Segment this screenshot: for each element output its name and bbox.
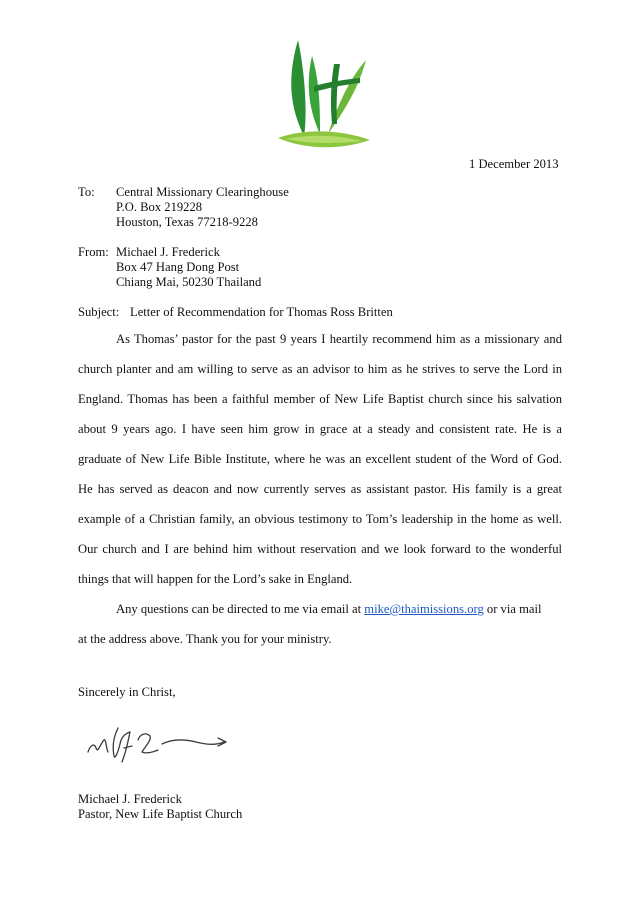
from-line-1: Michael J. Frederick [116, 245, 220, 259]
to-line-3: Houston, Texas 77218-9228 [116, 215, 258, 229]
signer-name: Michael J. Frederick [78, 792, 182, 806]
paragraph-2-text-before-email: Any questions can be directed to me via email at [116, 602, 365, 616]
to-label: To: [78, 185, 95, 199]
subject-text: Letter of Recommendation for Thomas Ross Britten [130, 305, 393, 319]
paragraph-1-line: Our church and I are behind him without reservation and we look forward to the wonderful [78, 542, 562, 556]
from-label: From: [78, 245, 109, 259]
paragraph-2-line-2: at the address above. Thank you for your ministry. [78, 632, 332, 646]
paragraph-1-line: He has served as deacon and now currently serves as assistant pastor. His family is a great [78, 482, 562, 496]
email-link[interactable]: mike@thaimissions.org [364, 602, 484, 616]
paragraph-1-line: about 9 years ago. I have seen him grow in grace at a steady and consistent rate. He is a [78, 422, 562, 436]
from-line-3: Chiang Mai, 50230 Thailand [116, 275, 262, 289]
church-logo [276, 38, 372, 150]
paragraph-2-text-after-email: or via mail [483, 602, 542, 616]
to-line-2: P.O. Box 219228 [116, 200, 203, 214]
paragraph-1-line: England. Thomas has been a faithful member of New Life Baptist church since his salvation [78, 392, 562, 406]
signer-title: Pastor, New Life Baptist Church [78, 807, 243, 821]
paragraph-1-line: example of a Christian family, an obvious testimony to Tom’s leadership in the home as well. [78, 512, 562, 526]
signature-image [84, 722, 232, 766]
paragraph-1-line: things that will happen for the Lord’s sake in England. [78, 572, 353, 586]
letter-date: 1 December 2013 [469, 157, 559, 171]
from-line-2: Box 47 Hang Dong Post [116, 260, 240, 274]
paragraph-1-line: church planter and am willing to serve as an advisor to him as he strives to serve the Lord in [78, 362, 562, 376]
to-line-1: Central Missionary Clearinghouse [116, 185, 289, 199]
paragraph-1-line: As Thomas’ pastor for the past 9 years I heartily recommend him as a missionary and [116, 332, 562, 346]
subject-label: Subject: [78, 305, 120, 319]
paragraph-2-line-1 [116, 602, 541, 616]
paragraph-1-line: graduate of New Life Bible Institute, where he was an excellent student of the Word of God. [78, 452, 562, 466]
closing: Sincerely in Christ, [78, 685, 176, 699]
